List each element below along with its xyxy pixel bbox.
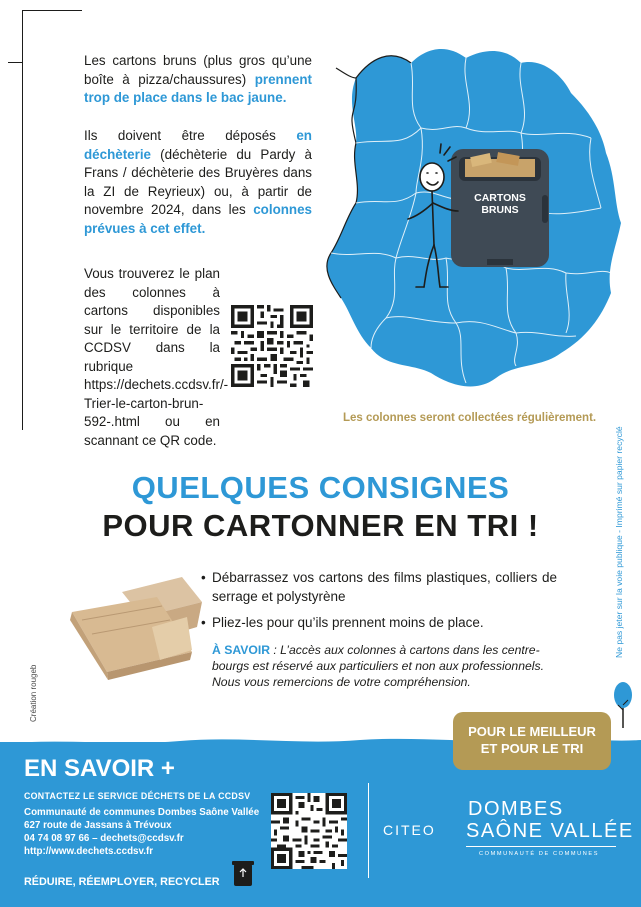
headline-line-1: QUELQUES CONSIGNES: [131, 470, 510, 505]
bin-label-line-1: CARTONS: [474, 192, 526, 204]
tip-item: [201, 568, 557, 606]
recycled-paper-notice: Ne pas jeter sur la voie publique - Imprimé sur papier recyclé: [614, 426, 624, 658]
headline-line-2: POUR CARTONNER EN TRI !: [102, 508, 539, 543]
contact-website[interactable]: http://www.dechets.ccdsv.fr: [24, 846, 154, 857]
tip-text: Pliez-les pour qu’ils prennent moins de place.: [212, 615, 484, 630]
tip-item: [201, 613, 557, 632]
footer-slogan: RÉDUIRE, RÉEMPLOYER, RECYCLER: [24, 876, 220, 888]
box-icon: [62, 572, 212, 687]
intro-highlight: colonnes prévues à cet effet.: [84, 202, 312, 236]
frame-line-top: [22, 10, 82, 11]
trash-bin-icon: [230, 858, 256, 888]
a-savoir-label: À SAVOIR: [212, 643, 271, 657]
bullet-icon: •: [201, 570, 206, 585]
frame-tick: [8, 62, 22, 63]
logo-line-2: SAÔNE VALLÉE: [466, 820, 634, 842]
a-savoir-text: : L’accès aux colonnes à cartons dans les centre-bourgs est réservé aux particuliers et non aux professionnels. Nous vous remercions de votre compréhension.: [212, 643, 544, 689]
credit-text: Création rougeb: [29, 664, 38, 722]
qr-code-icon[interactable]: [231, 305, 313, 387]
logo-line-3: COMMUNAUTÉ DE COMMUNES: [479, 851, 600, 857]
contact-org: Communauté de communes Dombes Saône Vallée: [24, 807, 260, 818]
citeo-logo: CITEO: [383, 822, 436, 838]
bullet-icon: •: [201, 615, 206, 630]
intro-text: Ils doivent être déposés: [84, 128, 297, 143]
badge-line-1: POUR LE MEILLEUR: [468, 724, 596, 739]
intro-paragraph-3: Vous trouverez le plan des colonnes à cartons disponibles sur le territoire de la CCDSV dans la rubrique https://dechets.ccdsv.fr/-Trier-le-carton-brun-592-.html ou en scannant ce QR code.: [84, 266, 229, 448]
intro-highlight: en déchèterie: [84, 128, 312, 162]
intro-paragraph-2: [84, 127, 312, 238]
tip-text: Débarrassez vos cartons des films plastiques, colliers de serrage et polystyrène: [212, 570, 557, 604]
map-caption: Les colonnes seront collectées régulièrement.: [343, 412, 597, 424]
logo-line-1: DOMBES: [468, 798, 564, 820]
intro-text: Les cartons bruns (plus gros qu’une boîte à pizza/chaussures): [84, 53, 312, 87]
intro-highlight: prennent trop de place dans le bac jaune.: [84, 71, 312, 105]
contact-address: 627 route de Jassans à Trévoux: [24, 820, 172, 831]
stick-figure-icon: [400, 135, 470, 295]
contact-info: [24, 806, 259, 858]
tree-icon: [608, 680, 638, 730]
footer-divider: [368, 783, 369, 878]
badge-line-2: ET POUR LE TRI: [480, 741, 584, 756]
bin-label: [470, 192, 530, 216]
contact-phone-email[interactable]: 04 74 08 97 66 – dechets@ccdsv.fr: [24, 833, 184, 844]
footer-title: EN SAVOIR +: [24, 755, 175, 782]
intro-text: (déchèterie du Pardy à Frans / déchèterie des Bruyères dans la ZI de Reyrieux) ou, à partir de novembre 2024, dans les: [84, 146, 312, 217]
bin-label-line-2: BRUNS: [481, 204, 519, 216]
frame-line-left: [22, 10, 23, 430]
intro-paragraph-1: [84, 52, 312, 108]
slogan-badge: [453, 712, 611, 770]
a-savoir-note: [212, 642, 562, 690]
logo-rule: [466, 846, 616, 847]
contact-heading: CONTACTEZ LE SERVICE DÉCHETS DE LA CCDSV: [24, 791, 251, 801]
qr-code-icon[interactable]: [271, 793, 347, 869]
